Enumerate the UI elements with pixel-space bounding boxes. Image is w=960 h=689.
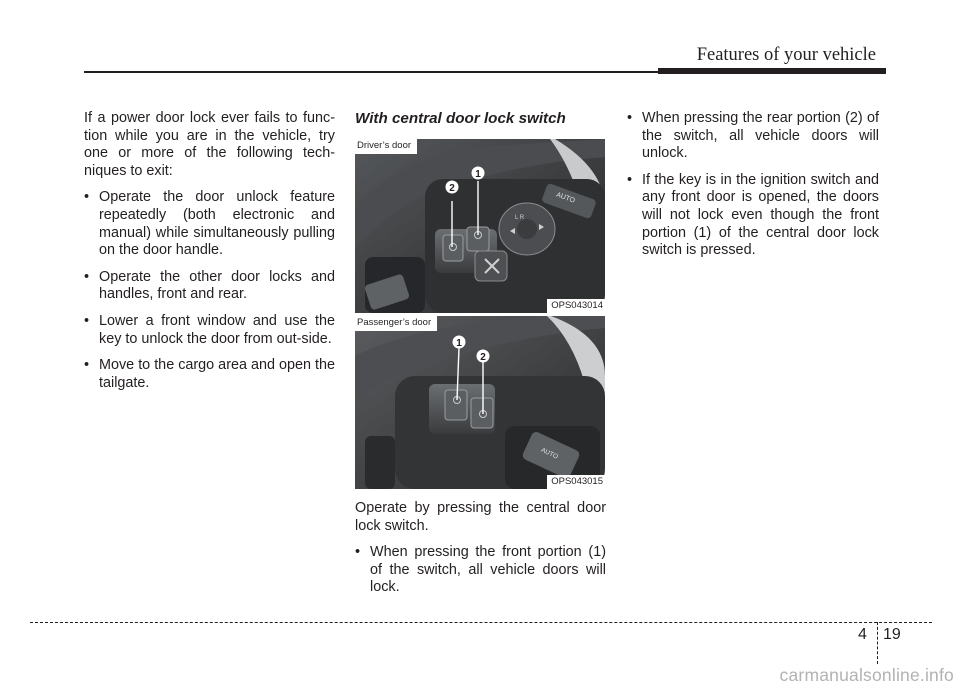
callout-2: 2 (480, 352, 486, 363)
list-item (84, 269, 335, 304)
list-item (355, 544, 606, 597)
list-item-text: When pressing the front portion (1) of the switch, all vehicle doors will lock. (370, 544, 606, 596)
list-item-text: When pressing the rear portion (2) of the switch, all vehicle doors will unlock. (642, 110, 879, 162)
list-item (84, 313, 335, 348)
watermark: carmanualsonline.info (779, 665, 954, 685)
bullet-icon: • (355, 544, 361, 561)
bullet-icon: • (84, 357, 90, 374)
passengers-door-switch-illustration (355, 316, 605, 489)
section-heading: With central door lock switch (355, 110, 566, 127)
auto-label: AUTO (555, 191, 576, 205)
bullet-icon: • (84, 312, 90, 329)
bullet-icon: • (84, 268, 90, 285)
callout-1: 1 (456, 338, 462, 349)
intro-paragraph: If a power door lock ever fails to func-tion while you are in the vehicle, try one or more of the following tech-niques to exit: (84, 110, 335, 179)
bullet-icon: • (627, 110, 633, 126)
list-item (84, 357, 335, 392)
footer-divider (877, 622, 878, 664)
chapter-number: 4 (858, 626, 867, 643)
figure-label: Driver’s door (355, 139, 417, 154)
figure-code: OPS043014 (547, 299, 605, 313)
bullet-icon: • (627, 171, 633, 188)
column-2 (355, 110, 606, 597)
list-item-text: Operate the door unlock feature repeatedly (both electronic and manual) while simultaneously pulling on the door handle. (99, 189, 335, 259)
passengers-door-photo (355, 316, 605, 489)
svg-text:L R: L R (515, 215, 525, 221)
list-item-text: Move to the cargo area and open the tailgate. (99, 357, 336, 391)
auto-label: AUTO (539, 446, 559, 461)
header-title: Features of your vehicle (696, 45, 876, 65)
body-paragraph: Operate by pressing the central door lock switch. (355, 500, 606, 534)
drivers-door-photo (355, 139, 605, 313)
footer-rule (30, 622, 932, 623)
callout-1: 1 (475, 169, 481, 180)
list-item-text: If the key is in the ignition switch and any front door is opened, the doors will not lock even though the front portion (1) of the central door lock switch is pressed. (642, 171, 879, 259)
list-item-text: Lower a front window and use the key to unlock the door from out-side. (99, 312, 335, 347)
central-lock-list (355, 544, 606, 597)
figure-label: Passenger’s door (355, 316, 437, 331)
figure-code: OPS043015 (547, 475, 605, 489)
header-rule-accent (658, 68, 886, 74)
list-item-text: Operate the other door locks and handles, front and rear. (99, 268, 335, 303)
column-1 (84, 110, 335, 392)
list-item (627, 110, 879, 163)
callout-2: 2 (449, 183, 455, 194)
column-3 (627, 110, 879, 260)
bullet-icon: • (84, 189, 90, 206)
exit-techniques-list (84, 189, 335, 392)
central-lock-list-continued (627, 110, 879, 260)
list-item (627, 172, 879, 260)
drivers-door-switch-illustration (355, 139, 605, 313)
page-number: 19 (883, 626, 901, 643)
list-item (84, 189, 335, 259)
